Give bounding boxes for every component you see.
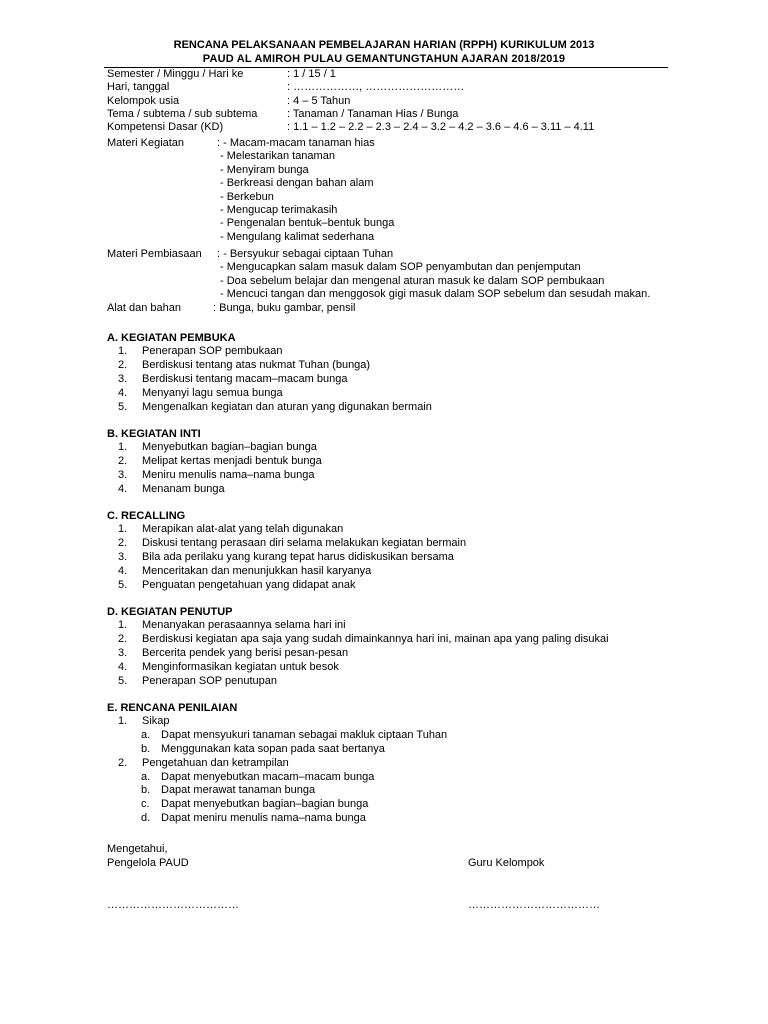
materi-kegiatan-first: : - Macam-macam tanaman hias [217, 137, 375, 149]
materi-item: - Mengulang kalimat sederhana [220, 230, 375, 243]
materi-pembiasaan-first: : - Bersyukur sebagai ciptaan Tuhan [217, 248, 394, 260]
item-text: Menyanyi lagu semua bunga [142, 386, 283, 399]
section-recalling [107, 509, 707, 592]
sub-list-item [107, 729, 707, 743]
section-kegiatan-pembuka [107, 331, 707, 414]
list-item [107, 565, 707, 579]
sub-list-item [107, 812, 707, 826]
item-number: 4. [118, 386, 128, 399]
section-title: E. RENCANA PENILAIAN [107, 702, 238, 714]
list-item [107, 387, 707, 401]
sub-item-letter: c. [141, 798, 150, 811]
section-title: A. KEGIATAN PEMBUKA [107, 332, 236, 344]
list-item [107, 150, 707, 163]
item-number: 3. [118, 550, 128, 563]
pengelola-label: Pengelola PAUD [107, 857, 189, 869]
list-item [107, 483, 707, 497]
materi-pembiasaan-first-row [107, 248, 707, 261]
list-item [107, 523, 707, 537]
item-text: Menanam bunga [142, 482, 225, 495]
item-text: Merapikan alat-alat yang telah digunakan [142, 523, 344, 535]
list-item [107, 231, 707, 244]
item-number: 1. [118, 441, 128, 453]
item-text: Sikap [142, 715, 170, 727]
materi-item: - Menyiram bunga [220, 163, 309, 176]
list-item [107, 191, 707, 204]
section-kegiatan-inti [107, 427, 707, 497]
item-number: 1. [118, 619, 128, 631]
info-label: Kompetensi Dasar (KD) [107, 121, 224, 134]
list-item [107, 441, 707, 455]
info-row-semester [107, 68, 707, 81]
info-label: Semester / Minggu / Hari ke [107, 68, 244, 80]
info-label: Kelompok usia [107, 94, 180, 107]
info-label: Hari, tanggal [107, 81, 170, 94]
list-item [107, 359, 707, 373]
pembiasaan-item: - Mencuci tangan dan menggosok gigi masuk dalam SOP sebelum dan sesudah makan. [220, 288, 651, 301]
list-item [107, 164, 707, 177]
list-item [107, 537, 707, 551]
item-text: Menceritakan dan menunjukkan hasil karyanya [142, 564, 372, 577]
sub-item-text: Dapat meniru menulis nama–nama bunga [161, 812, 366, 825]
list-item [107, 579, 707, 593]
list-item [107, 177, 707, 190]
materi-kegiatan-block [107, 137, 707, 244]
sub-item-text: Dapat menyebutkan bagian–bagian bunga [161, 798, 369, 811]
list-item [107, 647, 707, 661]
item-number: 2. [118, 454, 128, 467]
guru-kelompok-label: Guru Kelompok [468, 857, 545, 869]
item-number: 2. [118, 536, 128, 549]
info-row-kelompok [107, 95, 707, 108]
info-value: : Tanaman / Tanaman Hias / Bunga [287, 107, 459, 120]
list-item [107, 204, 707, 217]
item-text: Penerapan SOP pembukaan [142, 345, 283, 357]
item-text: Mengenalkan kegiatan dan aturan yang digunakan bermain [142, 400, 432, 413]
item-text: Penerapan SOP penutupan [142, 674, 277, 687]
list-item [107, 661, 707, 675]
list-item [107, 373, 707, 387]
list-item [107, 261, 707, 274]
item-text: Bila ada perilaku yang kurang tepat harus didiskusikan bersama [142, 550, 454, 563]
materi-item: - Berkebun [220, 190, 274, 203]
materi-kegiatan-first-row [107, 137, 707, 150]
item-text: Pengetahuan dan ketrampilan [142, 756, 289, 769]
item-text: Melipat kertas menjadi bentuk bunga [142, 454, 322, 467]
sub-item-text: Menggunakan kata sopan pada saat bertanya [161, 742, 385, 755]
document-title: RENCANA PELAKSANAAN PEMBELAJARAN HARIAN (RPPH) KURIKULUM 2013 [173, 39, 595, 51]
list-item [107, 217, 707, 230]
sub-list-item [107, 798, 707, 812]
item-number: 1. [118, 523, 128, 535]
item-number: 2. [118, 358, 128, 371]
list-item [107, 288, 707, 301]
item-number: 3. [118, 468, 128, 481]
sub-list-item [107, 784, 707, 798]
sub-item-text: Dapat merawat tanaman bunga [161, 784, 316, 797]
info-row-kd [107, 121, 707, 134]
item-text: Menginformasikan kegiatan untuk besok [142, 660, 339, 673]
document-subtitle: PAUD AL AMIROH PULAU GEMANTUNGTAHUN AJARAN 2018/2019 [202, 53, 566, 65]
alat-bahan-row [107, 302, 707, 315]
info-value: : 1 / 15 / 1 [287, 68, 336, 80]
item-text: Bercerita pendek yang berisi pesan-pesan [142, 646, 349, 659]
list-item [107, 455, 707, 469]
document-header [0, 38, 768, 66]
pembiasaan-item: - Mengucapkan salam masuk dalam SOP penyambutan dan penjemputan [220, 261, 581, 274]
item-text: Berdiskusi tentang macam–macam bunga [142, 372, 348, 385]
info-value: : 1.1 – 1.2 – 2.2 – 2.3 – 2.4 – 3.2 – 4.2 – 3.6 – 4.6 – 3.11 – 4.11 [287, 121, 595, 134]
item-text: Meniru menulis nama–nama bunga [142, 468, 315, 481]
sub-list-item [107, 771, 707, 785]
item-text: Diskusi tentang perasaan diri selama melakukan kegiatan bermain [142, 536, 467, 549]
item-number: 3. [118, 646, 128, 659]
item-text: Penguatan pengetahuan yang didapat anak [142, 578, 356, 591]
item-number: 1. [118, 715, 128, 727]
info-block [107, 68, 707, 134]
sub-item-letter: a. [141, 770, 151, 783]
list-item [107, 401, 707, 415]
section-title: C. RECALLING [107, 510, 186, 522]
item-number: 4. [118, 660, 128, 673]
list-item [107, 675, 707, 689]
sub-item-letter: b. [141, 742, 151, 755]
info-value: : 4 – 5 Tahun [287, 94, 351, 107]
info-row-tema [107, 108, 707, 121]
sub-item-letter: b. [141, 784, 151, 797]
pembiasaan-item: - Doa sebelum belajar dan mengenal aturan masuk ke dalam SOP pembukaan [220, 274, 605, 287]
item-number: 5. [118, 674, 128, 687]
sub-item-text: Dapat mensyukuri tanaman sebagai makluk ciptaan Tuhan [161, 728, 448, 741]
alat-bahan-value: : Bunga, buku gambar, pensil [213, 301, 356, 314]
info-label: Tema / subtema / sub subtema [107, 107, 258, 120]
materi-kegiatan-label: Materi Kegiatan [107, 137, 185, 149]
mengetahui-label: Mengetahui, [107, 843, 168, 855]
item-number: 2. [118, 632, 128, 645]
materi-item: - Melestarikan tanaman [220, 150, 335, 163]
list-item [107, 345, 707, 359]
item-number: 2. [118, 756, 128, 769]
list-item [107, 275, 707, 288]
sub-item-letter: a. [141, 728, 151, 741]
info-value: : ………………, ……………………… [287, 81, 465, 94]
materi-item: - Berkreasi dengan bahan alam [220, 177, 374, 190]
section-kegiatan-penutup [107, 605, 707, 688]
list-item [107, 551, 707, 565]
item-number: 3. [118, 372, 128, 385]
list-item [107, 715, 707, 729]
item-text: Berdiskusi kegiatan apa saja yang sudah dimainkannya hari ini, mainan apa yang paling disukai [142, 632, 609, 645]
item-number: 4. [118, 564, 128, 577]
section-rencana-penilaian [107, 701, 707, 826]
list-item [107, 633, 707, 647]
signature-line-right: ……………………………… [468, 899, 600, 911]
item-number: 4. [118, 482, 128, 495]
sub-item-letter: d. [141, 812, 151, 825]
materi-pembiasaan-label: Materi Pembiasaan [107, 248, 202, 260]
section-title: B. KEGIATAN INTI [107, 428, 201, 440]
item-number: 1. [118, 345, 128, 357]
materi-pembiasaan-block [107, 248, 707, 315]
info-row-hari [107, 81, 707, 94]
section-title: D. KEGIATAN PENUTUP [107, 606, 233, 618]
signature-line-left: ……………………………… [107, 899, 239, 911]
materi-item: - Pengenalan bentuk–bentuk bunga [220, 217, 395, 230]
list-item [107, 619, 707, 633]
item-number: 5. [118, 400, 128, 413]
sub-item-text: Dapat menyebutkan macam–macam bunga [161, 770, 375, 783]
list-item [107, 757, 707, 771]
item-text: Menanyakan perasaannya selama hari ini [142, 619, 346, 631]
list-item [107, 469, 707, 483]
alat-bahan-label: Alat dan bahan [107, 301, 182, 314]
item-number: 5. [118, 578, 128, 591]
item-text: Berdiskusi tentang atas nukmat Tuhan (bunga) [142, 358, 371, 371]
sub-list-item [107, 743, 707, 757]
materi-item: - Mengucap terimakasih [220, 203, 338, 216]
item-text: Menyebutkan bagian–bagian bunga [142, 441, 317, 453]
